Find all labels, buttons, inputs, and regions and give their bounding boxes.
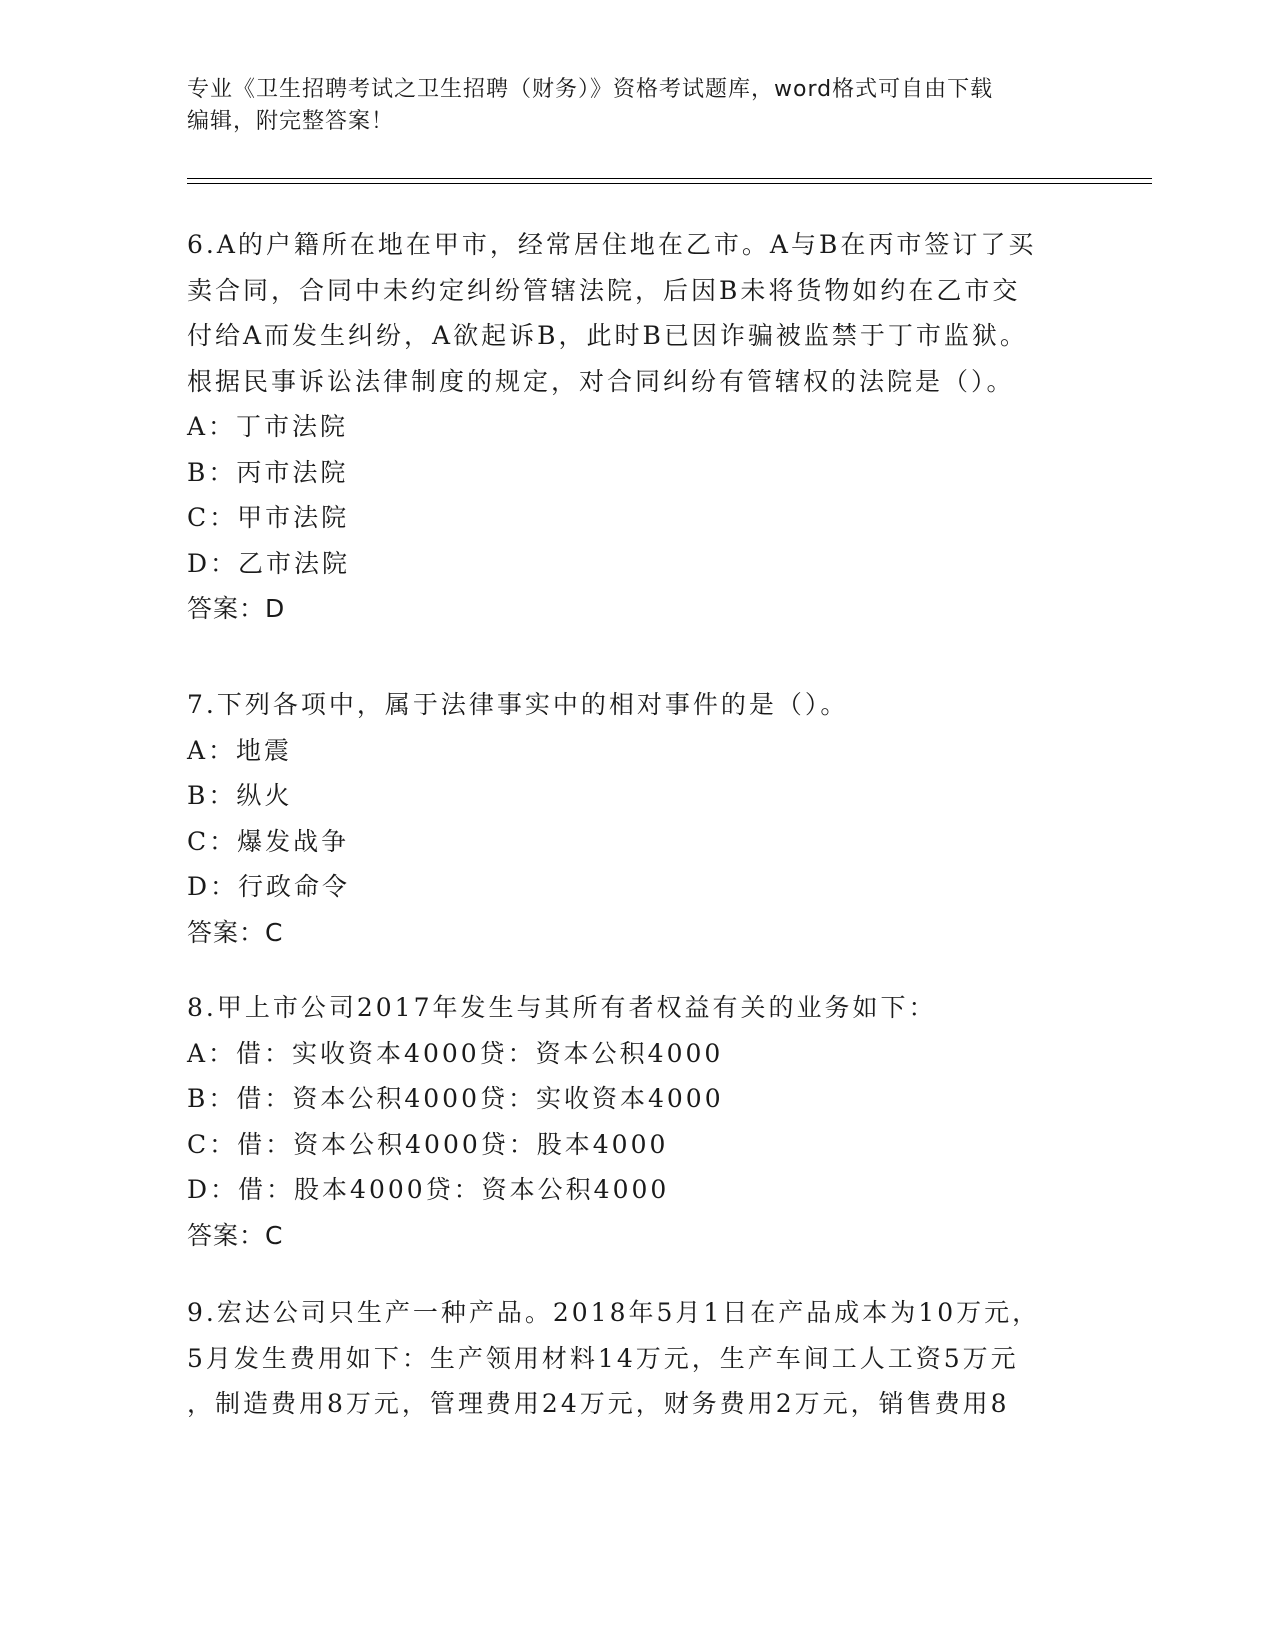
header-divider xyxy=(187,178,1152,184)
option-d: D：借：股本4000贷：资本公积4000 xyxy=(187,1175,670,1204)
header-line-2: 编辑，附完整答案！ xyxy=(187,109,395,134)
option-b: B：借：资本公积4000贷：实收资本4000 xyxy=(187,1084,724,1113)
question-text-line: 8.甲上市公司2017年发生与其所有者权益有关的业务如下： xyxy=(187,993,937,1022)
question-9 xyxy=(187,1290,1087,1427)
document-header xyxy=(187,74,1087,138)
question-text-line: 9.宏达公司只生产一种产品。2018年5月1日在产品成本为10万元， xyxy=(187,1298,1041,1327)
option-c: C：甲市法院 xyxy=(187,503,350,532)
option-b: B：纵火 xyxy=(187,781,293,810)
option-a: A：丁市法院 xyxy=(187,412,349,441)
question-7 xyxy=(187,682,1087,955)
answer-line: 答案：D xyxy=(187,594,286,623)
question-text-line: ，制造费用8万元，管理费用24万元，财务费用2万元，销售费用8 xyxy=(187,1389,1010,1418)
option-c: C：爆发战争 xyxy=(187,826,350,856)
question-text-line: 5月发生费用如下：生产领用材料14万元，生产车间工人工资5万元 xyxy=(187,1343,1019,1373)
question-text-line: 付给A而发生纠纷，A欲起诉B，此时B已因诈骗被监禁于丁市监狱。 xyxy=(187,321,1028,350)
option-d: D：行政命令 xyxy=(187,872,351,901)
option-a: A：借：实收资本4000贷：资本公积4000 xyxy=(187,1038,724,1068)
option-b: B：丙市法院 xyxy=(187,457,349,487)
option-d: D：乙市法院 xyxy=(187,548,351,578)
option-a: A：地震 xyxy=(187,735,293,765)
answer-line: 答案：C xyxy=(187,1220,284,1250)
answer-line: 答案：C xyxy=(187,917,284,947)
option-c: C：借：资本公积4000贷：股本4000 xyxy=(187,1129,669,1159)
question-8 xyxy=(187,985,1087,1258)
question-text-line: 卖合同，合同中未约定纠纷管辖法院，后因B未将货物如约在乙市交 xyxy=(187,275,1021,305)
question-6 xyxy=(187,222,1087,632)
question-text-line: 6.A的户籍所在地在甲市，经常居住地在乙市。A与B在丙市签订了买 xyxy=(187,230,1037,259)
header-line-1: 专业《卫生招聘考试之卫生招聘（财务）》资格考试题库，word格式可自由下载 xyxy=(187,77,994,102)
question-text-line: 根据民事诉讼法律制度的规定，对合同纠纷有管辖权的法院是（）。 xyxy=(187,366,1015,396)
question-text-line: 7.下列各项中，属于法律事实中的相对事件的是（）。 xyxy=(187,690,849,719)
